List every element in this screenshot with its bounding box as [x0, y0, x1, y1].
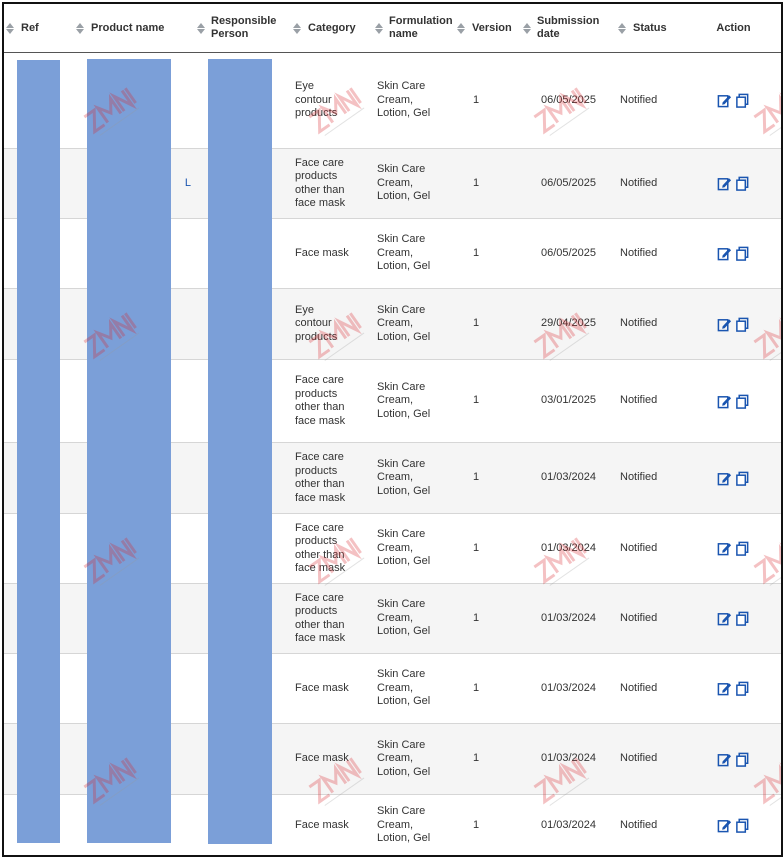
sort-arrows-icon[interactable] — [197, 23, 205, 34]
version-cell: 1 — [455, 724, 521, 795]
submission-date-cell: 01/03/2024 — [521, 514, 616, 584]
sort-arrows-icon[interactable] — [293, 23, 302, 34]
status-cell: Notified — [616, 795, 686, 857]
action-cell — [686, 219, 781, 289]
redaction-block-product-name — [87, 59, 171, 843]
version-cell: 1 — [455, 219, 521, 289]
column-header-action: Action — [686, 4, 781, 53]
column-header-submission-date[interactable]: Submission date — [521, 4, 616, 53]
category-cell: Eye contour products — [291, 53, 373, 149]
column-header-responsible-person[interactable]: Responsible Person — [195, 4, 291, 53]
formulation-name-cell: Skin Care Cream, Lotion, Gel — [373, 514, 455, 584]
category-cell: Face mask — [291, 795, 373, 857]
status-cell: Notified — [616, 219, 686, 289]
column-header-ref[interactable]: Ref — [4, 4, 74, 53]
version-cell: 1 — [455, 584, 521, 654]
action-cell — [686, 654, 781, 724]
version-cell: 1 — [455, 53, 521, 149]
submission-date-cell: 06/05/2025 — [521, 149, 616, 219]
column-header-version[interactable]: Version — [455, 4, 521, 53]
sort-arrows-icon[interactable] — [76, 23, 85, 34]
formulation-name-cell: Skin Care Cream, Lotion, Gel — [373, 443, 455, 514]
edit-icon[interactable] — [717, 681, 732, 696]
status-cell: Notified — [616, 149, 686, 219]
edit-icon[interactable] — [717, 246, 732, 261]
submission-date-cell: 01/03/2024 — [521, 654, 616, 724]
version-cell: 1 — [455, 149, 521, 219]
submission-date-cell: 01/03/2024 — [521, 584, 616, 654]
action-cell — [686, 514, 781, 584]
version-cell: 1 — [455, 514, 521, 584]
copy-icon[interactable] — [735, 394, 750, 409]
formulation-name-cell: Skin Care Cream, Lotion, Gel — [373, 795, 455, 857]
submission-date-cell: 01/03/2024 — [521, 443, 616, 514]
column-header-formulation-name[interactable]: Formulation name — [373, 4, 455, 53]
category-cell: Face mask — [291, 654, 373, 724]
sort-arrows-icon[interactable] — [6, 23, 15, 34]
category-cell: Face care products other than face mask — [291, 360, 373, 443]
sort-arrows-icon[interactable] — [618, 23, 627, 34]
action-cell — [686, 53, 781, 149]
submission-date-cell: 29/04/2025 — [521, 289, 616, 360]
category-cell: Face mask — [291, 724, 373, 795]
version-cell: 1 — [455, 289, 521, 360]
edit-icon[interactable] — [717, 752, 732, 767]
version-cell: 1 — [455, 360, 521, 443]
action-cell — [686, 360, 781, 443]
action-cell — [686, 795, 781, 857]
formulation-name-cell: Skin Care Cream, Lotion, Gel — [373, 584, 455, 654]
edit-icon[interactable] — [717, 93, 732, 108]
copy-icon[interactable] — [735, 93, 750, 108]
submission-date-cell: 01/03/2024 — [521, 724, 616, 795]
copy-icon[interactable] — [735, 176, 750, 191]
formulation-name-cell: Skin Care Cream, Lotion, Gel — [373, 219, 455, 289]
status-cell: Notified — [616, 443, 686, 514]
action-cell — [686, 289, 781, 360]
submission-date-cell: 01/03/2024 — [521, 795, 616, 857]
copy-icon[interactable] — [735, 752, 750, 767]
copy-icon[interactable] — [735, 611, 750, 626]
formulation-name-cell: Skin Care Cream, Lotion, Gel — [373, 53, 455, 149]
copy-icon[interactable] — [735, 681, 750, 696]
edit-icon[interactable] — [717, 818, 732, 833]
action-cell — [686, 149, 781, 219]
column-header-status[interactable]: Status — [616, 4, 686, 53]
table-header-row — [4, 4, 781, 53]
edit-icon[interactable] — [717, 176, 732, 191]
status-cell: Notified — [616, 53, 686, 149]
column-header-category[interactable]: Category — [291, 4, 373, 53]
category-cell: Eye contour products — [291, 289, 373, 360]
submission-date-cell: 06/05/2025 — [521, 219, 616, 289]
submission-date-cell: 03/01/2025 — [521, 360, 616, 443]
action-cell — [686, 584, 781, 654]
copy-icon[interactable] — [735, 317, 750, 332]
formulation-name-cell: Skin Care Cream, Lotion, Gel — [373, 149, 455, 219]
status-cell: Notified — [616, 360, 686, 443]
edit-icon[interactable] — [717, 611, 732, 626]
category-cell: Face care products other than face mask — [291, 149, 373, 219]
edit-icon[interactable] — [717, 317, 732, 332]
category-cell: Face care products other than face mask — [291, 584, 373, 654]
copy-icon[interactable] — [735, 246, 750, 261]
status-cell: Notified — [616, 654, 686, 724]
status-cell: Notified — [616, 514, 686, 584]
category-cell: Face care products other than face mask — [291, 443, 373, 514]
formulation-name-cell: Skin Care Cream, Lotion, Gel — [373, 289, 455, 360]
sort-arrows-icon[interactable] — [375, 23, 383, 34]
status-cell: Notified — [616, 584, 686, 654]
category-cell: Face mask — [291, 219, 373, 289]
edit-icon[interactable] — [717, 471, 732, 486]
action-cell — [686, 724, 781, 795]
edit-icon[interactable] — [717, 394, 732, 409]
sort-arrows-icon[interactable] — [457, 23, 466, 34]
edit-icon[interactable] — [717, 541, 732, 556]
version-cell: 1 — [455, 795, 521, 857]
product-name-link[interactable]: L — [184, 176, 191, 189]
status-cell: Notified — [616, 724, 686, 795]
submission-date-cell: 06/05/2025 — [521, 53, 616, 149]
category-cell: Face care products other than face mask — [291, 514, 373, 584]
column-header-product-name[interactable]: Product name — [74, 4, 195, 53]
notifications-table-panel — [2, 2, 783, 857]
formulation-name-cell: Skin Care Cream, Lotion, Gel — [373, 724, 455, 795]
redaction-block-responsible-person — [208, 59, 272, 844]
copy-icon[interactable] — [735, 541, 750, 556]
formulation-name-cell: Skin Care Cream, Lotion, Gel — [373, 360, 455, 443]
action-cell — [686, 443, 781, 514]
status-cell: Notified — [616, 289, 686, 360]
version-cell: 1 — [455, 654, 521, 724]
redaction-block-ref — [17, 60, 60, 843]
sort-arrows-icon[interactable] — [523, 23, 531, 34]
version-cell: 1 — [455, 443, 521, 514]
formulation-name-cell: Skin Care Cream, Lotion, Gel — [373, 654, 455, 724]
copy-icon[interactable] — [735, 471, 750, 486]
copy-icon[interactable] — [735, 818, 750, 833]
